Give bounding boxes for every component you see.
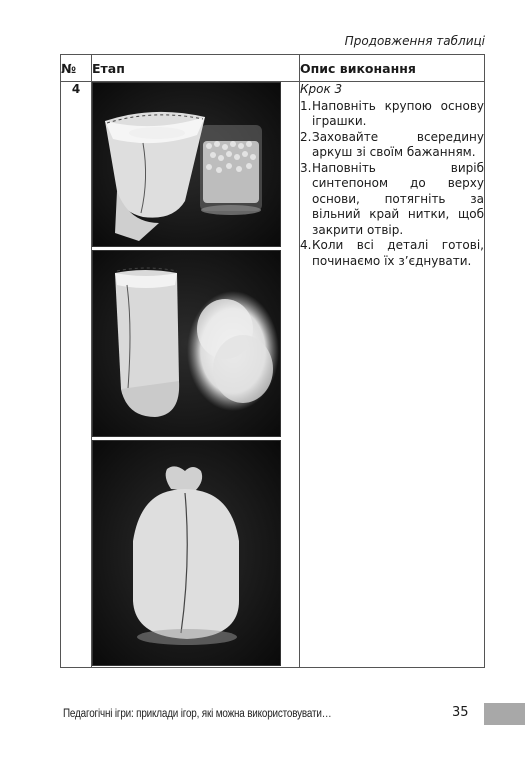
instructions-table	[60, 54, 485, 668]
footer-book-title: Педагогічні ігри: приклади ігор, які можна використовувати…	[63, 708, 332, 720]
step-title: Крок 3	[300, 82, 343, 96]
photo-filled-base-with-grain	[92, 82, 281, 247]
table-row	[61, 82, 485, 668]
steps-list	[300, 99, 484, 270]
description-cell	[300, 82, 485, 668]
list-item: 1. Наповніть крупою основу іграшки.	[300, 98, 484, 128]
row-number: 4	[61, 82, 92, 668]
page-edge-tab	[484, 703, 525, 725]
list-item: 2. Заховайте всередину аркуш зі своїм бажанням.	[300, 129, 484, 159]
column-header-description: Опис виконання	[300, 55, 485, 82]
column-header-stage: Етап	[92, 55, 300, 82]
column-header-number: №	[61, 55, 92, 82]
table-header-row	[61, 55, 485, 82]
table-continuation-label: Продовження таблиці	[344, 34, 485, 48]
list-item: 4. Коли всі деталі готові, починаємо їх з’єднувати.	[300, 238, 484, 268]
page-number: 35	[452, 705, 469, 720]
list-item: 3. Наповніть виріб синтепоном до верху основи, потягніть за вільний край нитки, щоб закрити отвір.	[300, 160, 484, 237]
photo-closed-filled-bag	[92, 440, 281, 666]
photo-base-with-sintepon	[92, 250, 281, 437]
stage-photos-cell	[92, 82, 300, 668]
